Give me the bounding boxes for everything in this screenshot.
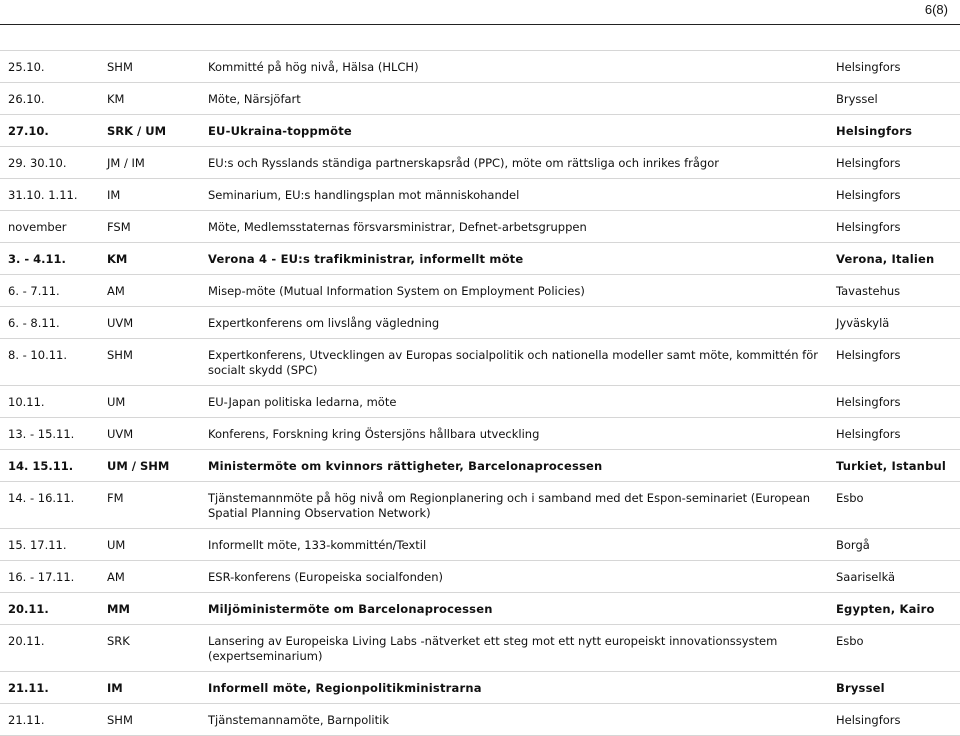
event-date: 27.10.: [0, 115, 99, 147]
event-organizer: SHM: [99, 339, 200, 386]
events-table: [0, 50, 960, 736]
event-title: Ministermöte om kvinnors rättigheter, Barcelonaprocessen: [200, 450, 828, 482]
event-location: Helsingfors: [828, 386, 960, 418]
event-location: Helsingfors: [828, 51, 960, 83]
event-date: 16. - 17.11.: [0, 561, 99, 593]
table-row: [0, 672, 960, 704]
event-organizer: FSM: [99, 211, 200, 243]
event-date: 14. 15.11.: [0, 450, 99, 482]
table-row: [0, 561, 960, 593]
event-organizer: UM: [99, 386, 200, 418]
event-organizer: AM: [99, 561, 200, 593]
event-title: Verona 4 - EU:s trafikministrar, informellt möte: [200, 243, 828, 275]
table-row: [0, 115, 960, 147]
event-organizer: MM: [99, 593, 200, 625]
event-title: Informellt möte, 133-kommittén/Textil: [200, 529, 828, 561]
event-date: 13. - 15.11.: [0, 418, 99, 450]
event-title: Möte, Närsjöfart: [200, 83, 828, 115]
event-date: 20.11.: [0, 593, 99, 625]
event-date: november: [0, 211, 99, 243]
event-location: Helsingfors: [828, 418, 960, 450]
event-location: Saariselkä: [828, 561, 960, 593]
event-date: 29. 30.10.: [0, 147, 99, 179]
table-row: [0, 147, 960, 179]
event-location: Helsingfors: [828, 211, 960, 243]
page-number: 6(8): [924, 2, 948, 17]
event-title: Expertkonferens om livslång vägledning: [200, 307, 828, 339]
event-organizer: FM: [99, 482, 200, 529]
event-organizer: SHM: [99, 51, 200, 83]
table-row: [0, 275, 960, 307]
event-organizer: UM: [99, 529, 200, 561]
event-title: Tjänstemannmöte på hög nivå om Regionplanering och i samband med det Espon-seminariet (European Spatial Planning Observation Network): [200, 482, 828, 529]
event-location: Verona, Italien: [828, 243, 960, 275]
event-date: 3. - 4.11.: [0, 243, 99, 275]
table-row: [0, 339, 960, 386]
event-date: 6. - 7.11.: [0, 275, 99, 307]
table-row: [0, 625, 960, 672]
event-organizer: AM: [99, 275, 200, 307]
event-title: Miljöministermöte om Barcelonaprocessen: [200, 593, 828, 625]
event-title: EU-Ukraina-toppmöte: [200, 115, 828, 147]
event-location: Borgå: [828, 529, 960, 561]
event-date: 21.11.: [0, 704, 99, 736]
event-date: 31.10. 1.11.: [0, 179, 99, 211]
event-title: Informell möte, Regionpolitikministrarna: [200, 672, 828, 704]
event-date: 6. - 8.11.: [0, 307, 99, 339]
event-location: Esbo: [828, 625, 960, 672]
table-row: [0, 243, 960, 275]
event-title: ESR-konferens (Europeiska socialfonden): [200, 561, 828, 593]
table-row: [0, 307, 960, 339]
event-location: Tavastehus: [828, 275, 960, 307]
event-location: Esbo: [828, 482, 960, 529]
event-date: 25.10.: [0, 51, 99, 83]
event-date: 14. - 16.11.: [0, 482, 99, 529]
event-title: Expertkonferens, Utvecklingen av Europas socialpolitik och nationella modeller samt möte, kommittén för socialt skydd (SPC): [200, 339, 828, 386]
event-organizer: IM: [99, 179, 200, 211]
event-location: Helsingfors: [828, 115, 960, 147]
event-location: Helsingfors: [828, 339, 960, 386]
event-organizer: UVM: [99, 307, 200, 339]
event-organizer: UM / SHM: [99, 450, 200, 482]
event-title: Möte, Medlemsstaternas försvarsministrar, Defnet-arbetsgruppen: [200, 211, 828, 243]
event-title: Konferens, Forskning kring Östersjöns hållbara utveckling: [200, 418, 828, 450]
event-organizer: JM / IM: [99, 147, 200, 179]
table-row: [0, 529, 960, 561]
event-title: Seminarium, EU:s handlingsplan mot människohandel: [200, 179, 828, 211]
table-row: [0, 179, 960, 211]
event-location: Helsingfors: [828, 147, 960, 179]
table-row: [0, 83, 960, 115]
event-organizer: IM: [99, 672, 200, 704]
event-title: EU:s och Rysslands ständiga partnerskapsråd (PPC), möte om rättsliga och inrikes frågor: [200, 147, 828, 179]
event-date: 21.11.: [0, 672, 99, 704]
event-date: 15. 17.11.: [0, 529, 99, 561]
event-organizer: SRK / UM: [99, 115, 200, 147]
event-organizer: UVM: [99, 418, 200, 450]
table-row: [0, 704, 960, 736]
table-row: [0, 418, 960, 450]
table-row: [0, 450, 960, 482]
event-location: Bryssel: [828, 83, 960, 115]
event-title: Kommitté på hög nivå, Hälsa (HLCH): [200, 51, 828, 83]
event-location: Turkiet, Istanbul: [828, 450, 960, 482]
table-row: [0, 51, 960, 83]
table-row: [0, 386, 960, 418]
table-row: [0, 593, 960, 625]
event-title: EU-Japan politiska ledarna, möte: [200, 386, 828, 418]
event-location: Jyväskylä: [828, 307, 960, 339]
event-organizer: SHM: [99, 704, 200, 736]
event-title: Misep-möte (Mutual Information System on Employment Policies): [200, 275, 828, 307]
event-location: Helsingfors: [828, 704, 960, 736]
event-location: Bryssel: [828, 672, 960, 704]
header-rule: [0, 24, 960, 25]
event-title: Tjänstemannamöte, Barnpolitik: [200, 704, 828, 736]
event-location: Egypten, Kairo: [828, 593, 960, 625]
event-date: 8. - 10.11.: [0, 339, 99, 386]
event-date: 10.11.: [0, 386, 99, 418]
event-location: Helsingfors: [828, 179, 960, 211]
table-row: [0, 211, 960, 243]
event-title: Lansering av Europeiska Living Labs -nätverket ett steg mot ett nytt europeiskt innovationssystem (expertseminarium): [200, 625, 828, 672]
event-date: 26.10.: [0, 83, 99, 115]
event-organizer: SRK: [99, 625, 200, 672]
event-organizer: KM: [99, 83, 200, 115]
event-date: 20.11.: [0, 625, 99, 672]
table-row: [0, 482, 960, 529]
event-organizer: KM: [99, 243, 200, 275]
